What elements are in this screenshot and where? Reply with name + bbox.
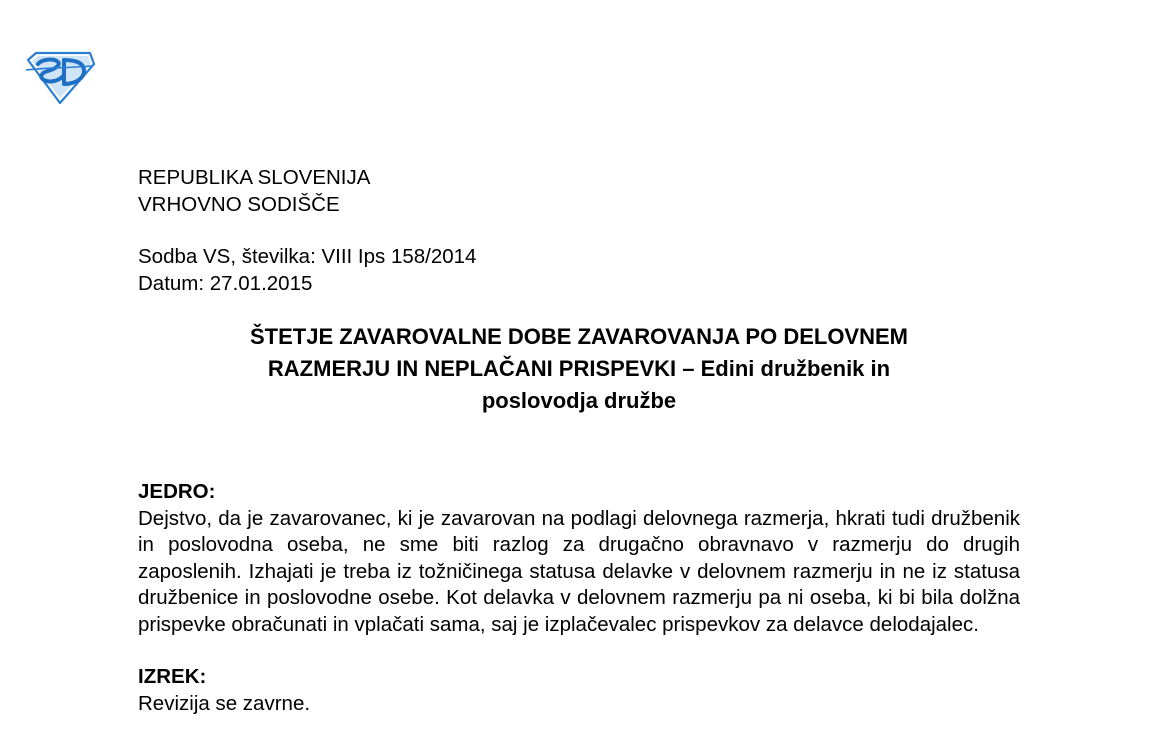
title-line-3: poslovodja družbe <box>481 388 677 413</box>
document-body <box>138 165 1020 717</box>
title-line-1: ŠTETJE ZAVAROVALNE DOBE ZAVAROVANJA PO DELOVNEM <box>249 324 908 349</box>
institution-court: VRHOVNO SODIŠČE <box>138 192 340 216</box>
document-title <box>138 321 1020 417</box>
izrek-text: Revizija se zavrne. <box>138 691 311 715</box>
jedro-text: Dejstvo, da je zavarovanec, ki je zavarovan na podlagi delovnega razmerja, hkrati tudi družbenik in poslovodna oseba, ne sme biti razlog za drugačno obravnavo v razmerju do drugih zaposlenih. Izhajati je treba iz tožničinega statusa delavke v delovnem razmerju in ne iz statusa družbenice in poslovodne osebe. Kot delavka v delovnem razmerju pa ni oseba, ki bi bila dolžna prispevke obračunati in vplačati sama, saj je izplačevalec prispevkov za delavce delodajalec. <box>138 506 1020 636</box>
case-date: Datum: 27.01.2015 <box>138 271 313 295</box>
court-logo <box>22 50 96 104</box>
izrek-heading: IZREK: <box>138 665 207 688</box>
institution-country: REPUBLIKA SLOVENIJA <box>138 166 371 189</box>
title-line-2: RAZMERJU IN NEPLAČANI PRISPEVKI – Edini družbenik in <box>267 356 891 381</box>
jedro-heading: JEDRO: <box>138 480 216 503</box>
case-number: Sodba VS, številka: VIII Ips 158/2014 <box>138 245 477 268</box>
sodna-praksa-logo-icon <box>22 50 96 104</box>
